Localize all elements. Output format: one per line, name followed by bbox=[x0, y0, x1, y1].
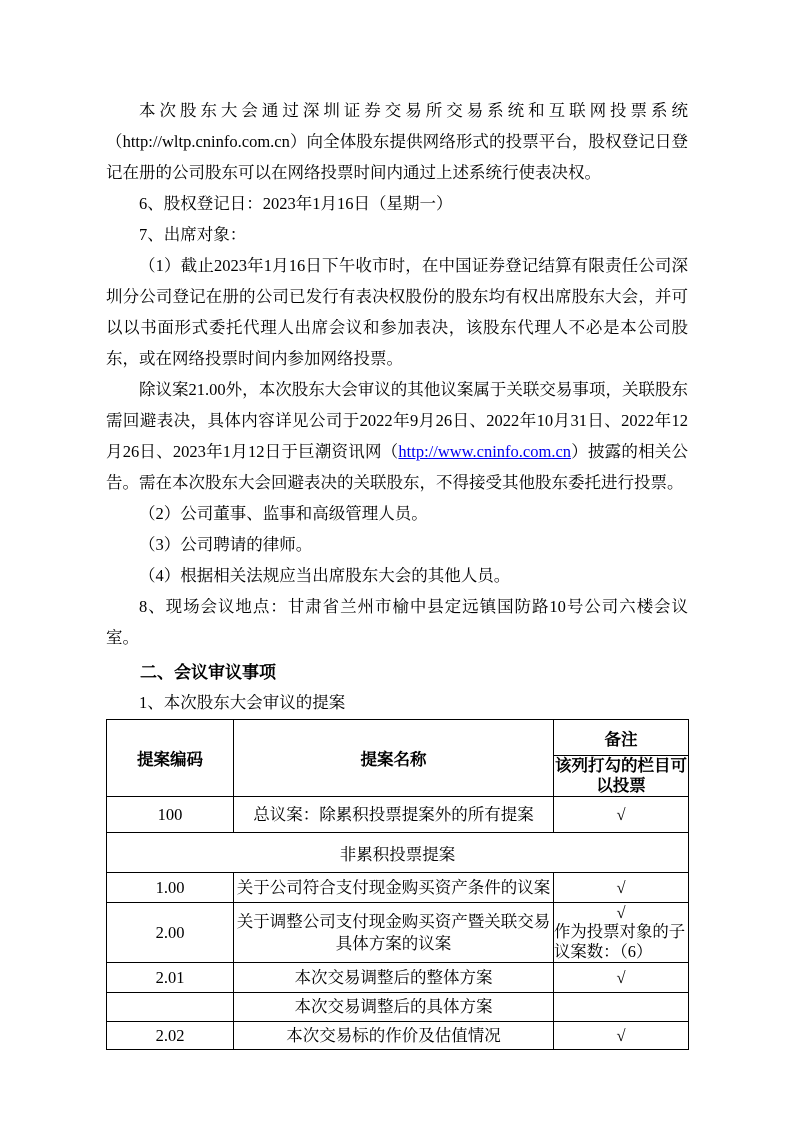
table-row bbox=[107, 797, 689, 833]
paragraph-attendees-heading: 7、出席对象： bbox=[139, 225, 247, 244]
proposal-code-cell: 2.02 bbox=[107, 1022, 234, 1050]
paragraph-related-pre: 除议案21.00外，本次股东大会审议的其他议案属于关联交易事项，关联股东需回避表决，具体内容详见公司于2022年9月26日、2022年10月31日、2022年12月26日、2023年1月12日于巨潮资讯网（ bbox=[106, 380, 688, 461]
proposal-code-cell: 1.00 bbox=[107, 873, 234, 903]
remark-check-cell: √ bbox=[554, 1022, 689, 1050]
table-row bbox=[107, 1022, 689, 1050]
remark-check-cell: √ bbox=[554, 797, 689, 833]
paragraph-attendee-2: （2）公司董事、监事和高级管理人员。 bbox=[139, 504, 428, 523]
paragraph-related-post: ）披露的相关公告。需在本次股东大会回避表决的关联股东，不得接受其他股东委托进行投票。 bbox=[106, 442, 689, 492]
header-proposal-code: 提案编码 bbox=[107, 720, 234, 797]
remark-check-cell: √ bbox=[554, 873, 689, 903]
proposal-name-cell: 关于调整公司支付现金购买资产暨关联交易具体方案的议案 bbox=[234, 903, 554, 963]
paragraph-meeting-location: 8、现场会议地点：甘肃省兰州市榆中县定远镇国防路10号公司六楼会议室。 bbox=[106, 597, 688, 647]
proposal-name-cell: 本次交易标的作价及估值情况 bbox=[234, 1022, 554, 1050]
remark-check: √ bbox=[616, 902, 626, 922]
section-heading: 二、会议审议事项 bbox=[140, 663, 276, 682]
header-remark: 备注 bbox=[554, 720, 689, 756]
table-header-row bbox=[107, 720, 689, 756]
paragraph-voting-system: 本次股东大会通过深圳证券交易所交易系统和互联网投票系统（http://wltp.cninfo.com.cn）向全体股东提供网络形式的投票平台，股权登记日登记在册的公司股东可以在网络投票时间内通过上述系统行使表决权。 bbox=[106, 101, 688, 182]
table-row-merged bbox=[107, 833, 689, 873]
proposal-name-cell: 关于公司符合支付现金购买资产条件的议案 bbox=[234, 873, 554, 903]
proposal-name-cell: 本次交易调整后的具体方案 bbox=[234, 993, 554, 1022]
proposal-name-cell: 总议案：除累积投票提案外的所有提案 bbox=[234, 797, 554, 833]
remark-check-cell bbox=[554, 993, 689, 1022]
cninfo-link[interactable]: http://www.cninfo.com.cn bbox=[398, 442, 572, 461]
remark-note: 作为投票对象的子议案数：（6） bbox=[554, 921, 686, 961]
remark-check-cell bbox=[554, 903, 689, 963]
proposal-name-cell: 本次交易调整后的整体方案 bbox=[234, 963, 554, 993]
merged-section-cell: 非累积投票提案 bbox=[107, 833, 689, 873]
header-remark-note: 该列打勾的栏目可以投票 bbox=[555, 756, 687, 795]
proposals-table bbox=[106, 719, 689, 1050]
document-content bbox=[106, 95, 688, 1050]
header-proposal-name: 提案名称 bbox=[234, 720, 554, 797]
proposal-code-cell: 2.00 bbox=[107, 903, 234, 963]
proposal-code-cell bbox=[107, 993, 234, 1022]
paragraph-attendee-3: （3）公司聘请的律师。 bbox=[139, 535, 313, 554]
paragraph-attendee-4: （4）根据相关法规应当出席股东大会的其他人员。 bbox=[139, 566, 511, 585]
table-row bbox=[107, 903, 689, 963]
paragraph-related-transaction bbox=[106, 374, 688, 498]
proposal-code-cell: 100 bbox=[107, 797, 234, 833]
table-row bbox=[107, 963, 689, 993]
table-row bbox=[107, 993, 689, 1022]
remark-check-cell: √ bbox=[554, 963, 689, 993]
table-row bbox=[107, 873, 689, 903]
paragraph-record-date: 6、股权登记日：2023年1月16日（星期一） bbox=[139, 194, 453, 213]
table-caption: 1、本次股东大会审议的提案 bbox=[139, 693, 346, 712]
paragraph-attendee-1: （1）截止2023年1月16日下午收市时，在中国证券登记结算有限责任公司深圳分公司登记在册的公司已发行有表决权股份的股东均有权出席股东大会，并可以以书面形式委托代理人出席会议和参加表决，该股东代理人不必是本公司股东，或在网络投票时间内参加网络投票。 bbox=[106, 256, 688, 368]
proposal-code-cell: 2.01 bbox=[107, 963, 234, 993]
